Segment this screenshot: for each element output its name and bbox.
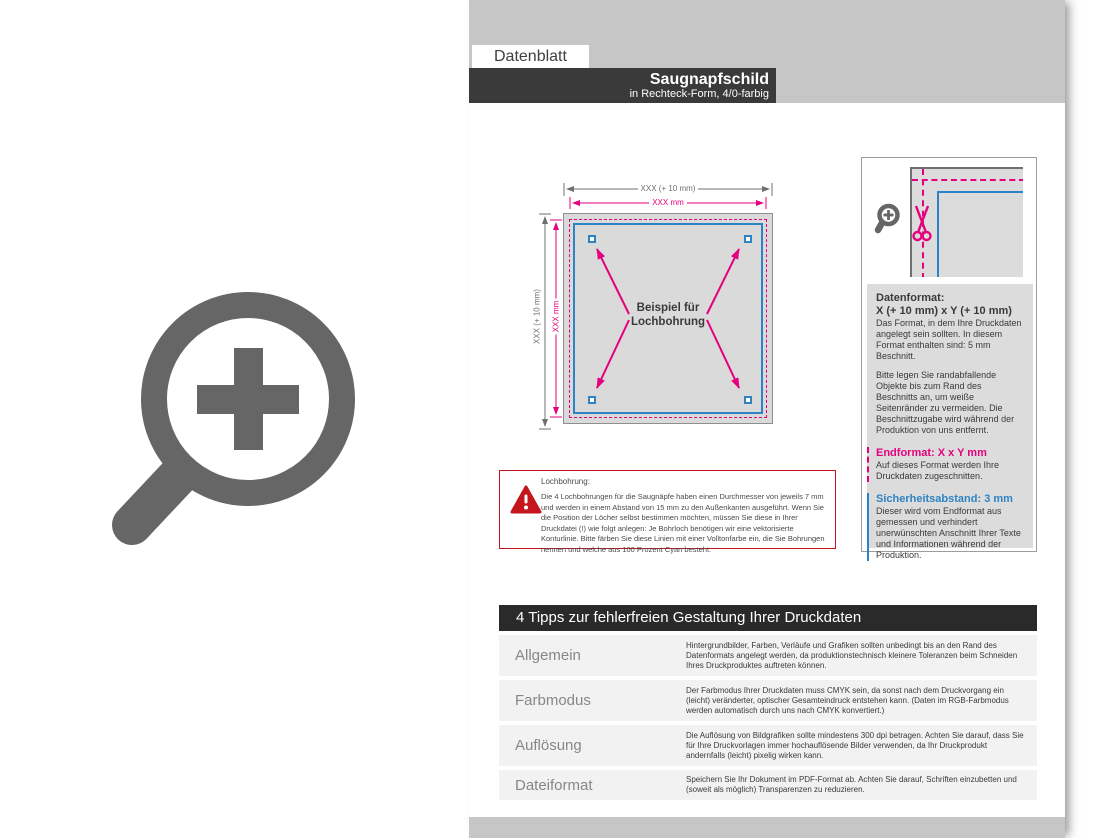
safety-line-vertical xyxy=(937,191,939,277)
tip-row-farbmodus xyxy=(499,680,1037,721)
tip-label: Dateiformat xyxy=(515,776,593,794)
drill-hole-bottom-right xyxy=(744,396,752,404)
format-text-panel xyxy=(867,284,1033,560)
tip-text: Hintergrundbilder, Farben, Verläufe und Grafiken sollten unbedingt bis an den Rand des Datenformats angelegt werden, da produktionstechnisch kleinere Toleranzen beim Schneiden Ihres Druckproduktes auftreten können. xyxy=(686,640,1018,670)
tip-text: Speichern Sie Ihr Dokument im PDF-Format ab. Achten Sie darauf, Schriften einzubetten und (soweit als möglich) Transparenzen zu reduzieren. xyxy=(686,775,1017,794)
corner-zoom-swatch xyxy=(910,167,1023,277)
tips-header: 4 Tipps zur fehlerfreien Gestaltung Ihrer Druckdaten xyxy=(499,605,1037,631)
tip-row-allgemein xyxy=(499,635,1037,676)
safety-text: Dieser wird vom Endformat aus gemessen und verhindert unerwünschten Anschnitt Ihrer Texte und Informationen während der Produktion. xyxy=(876,506,1021,560)
tips-table xyxy=(499,605,1037,800)
datasheet-page xyxy=(469,0,1065,838)
safety-block xyxy=(867,493,1024,561)
title-bar xyxy=(469,68,776,103)
dimension-label-inner-width: XXX mm xyxy=(563,198,773,207)
dimension-label-outer-width: XXX (+ 10 mm) xyxy=(563,184,773,193)
dataformat-value: X (+ 10 mm) x Y (+ 10 mm) xyxy=(876,305,1012,317)
warning-triangle-icon xyxy=(510,485,542,515)
dataformat-text-1: Das Format, in dem Ihre Druckdaten angelegt sein sollten. In diesem Format enthalten sind: 5 mm Beschnitt. xyxy=(876,318,1022,361)
drill-example-label: Beispiel für Lochbohrung xyxy=(630,302,706,328)
dataformat-text-2: Bitte legen Sie randabfallende Objekte bis zum Rand des Beschnitts an, um weiße Seitenränder zu vermeiden. Die Beschnittzugabe wird während der Produktion von uns entfernt. xyxy=(876,370,1015,435)
tip-label: Allgemein xyxy=(515,647,581,664)
tip-label: Farbmodus xyxy=(515,692,591,709)
tip-row-dateiformat xyxy=(499,770,1037,800)
footer-band xyxy=(469,817,1065,838)
endformat-title: Endformat: X x Y mm xyxy=(876,447,987,459)
dimension-label-outer-height: XXX (+ 10 mm) xyxy=(532,289,542,344)
format-info-card xyxy=(861,157,1037,560)
safety-title: Sicherheitsabstand: 3 mm xyxy=(876,493,1013,505)
datasheet-tab: Datenblatt xyxy=(472,45,589,68)
drill-hole-top-left xyxy=(588,235,596,243)
drill-hole-top-right xyxy=(744,235,752,243)
warning-text: Die 4 Lochbohrungen für die Saugnäpfe haben einen Durchmesser von jeweils 7 mm und werden in einem Abstand von 15 mm zu den Außenkanten ausgeführt. Wenn Sie die Position der Löcher selbst bestimmen möchten, müssen Sie diese in Ihrer Druckdatei (!) wie folgt anlegen: Je Bohrloch benötigen wir eine vektorisierte Konturlinie. Bitte färben Sie diese Linien mit einer Volltonfarbe ein, die Sie Bohrungen nennen und welche aus 100 Prozent Cyan besteht. xyxy=(541,492,825,554)
tip-text: Die Auflösung von Bildgrafiken sollte mindestens 300 dpi betragen. Achten Sie darauf, dass Sie für Ihre Druckvorlagen immer hochauflösende Bilder verwenden, da Ihr Druckprodukt andernfalls (leicht) pixelig wirken kann. xyxy=(686,730,1024,760)
tip-label: Auflösung xyxy=(515,737,582,754)
cutline-horizontal xyxy=(912,179,1023,181)
warning-title: Lochbohrung: xyxy=(541,477,590,486)
tip-text: Der Farbmodus Ihrer Druckdaten muss CMYK sein, da sonst nach dem Druckvorgang ein (leicht) veränderter, optischer Gesamteindruck entstehen kann. (Daten im RGB-Farbmodus werden automatisch durch uns nach CMYK konvertiert.) xyxy=(686,685,1009,715)
zoom-plus-icon xyxy=(95,275,405,575)
drill-hole-bottom-left xyxy=(588,396,596,404)
dataformat-title: Datenformat: xyxy=(876,292,945,304)
tip-row-aufloesung xyxy=(499,725,1037,766)
endformat-text: Auf dieses Format werden Ihre Druckdaten zugeschnitten. xyxy=(876,460,1000,481)
endformat-block xyxy=(867,447,1024,482)
zoom-detail-icon xyxy=(874,202,902,240)
scissors-icon xyxy=(912,203,932,245)
drill-warning-box xyxy=(499,470,836,554)
page-title: Saugnapfschild xyxy=(649,71,769,88)
safety-line-horizontal xyxy=(937,191,1023,193)
page-subtitle: in Rechteck-Form, 4/0-farbig xyxy=(629,88,769,100)
dimension-label-inner-height: XXX mm xyxy=(551,300,561,333)
